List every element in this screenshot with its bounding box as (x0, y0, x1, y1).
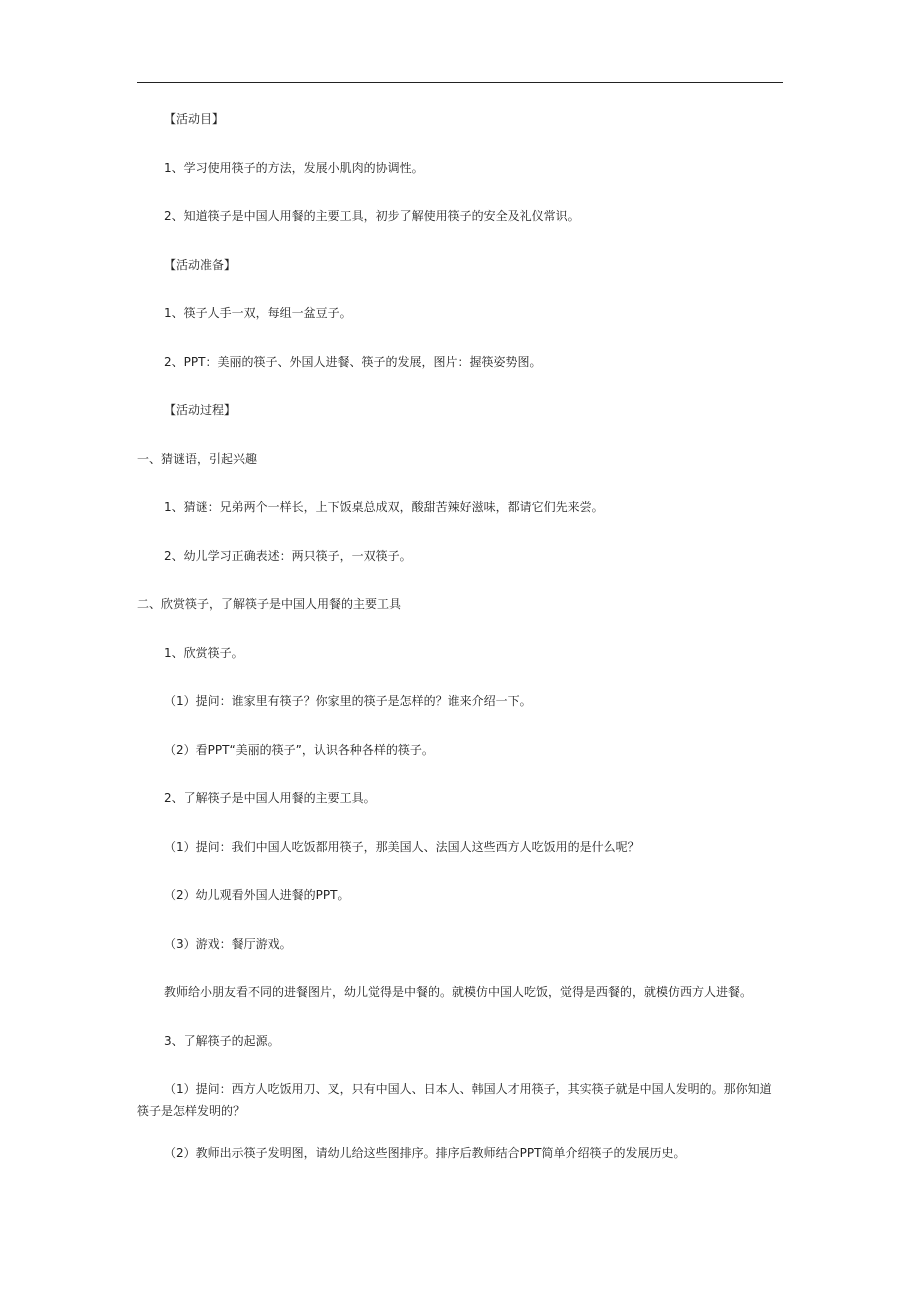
paragraph: （3）游戏：餐厅游戏。 (164, 936, 292, 951)
paragraph: 3、了解筷子的起源。 (164, 1033, 280, 1048)
paragraph: （1）提问：我们中国人吃饭都用筷子，那美国人、法国人这些西方人吃饭用的是什么呢？ (164, 839, 640, 854)
paragraph: 2、幼儿学习正确表述：两只筷子，一双筷子。 (164, 548, 412, 563)
paragraph: （2）幼儿观看外国人进餐的PPT。 (164, 888, 350, 902)
paragraph: 2、了解筷子是中国人用餐的主要工具。 (164, 791, 376, 805)
subsection-heading: 二、欣赏筷子，了解筷子是中国人用餐的主要工具 (137, 597, 402, 611)
section-heading-process: 【活动过程】 (164, 403, 237, 417)
paragraph: （1）提问：谁家里有筷子？你家里的筷子是怎样的？谁来介绍一下。 (164, 694, 532, 708)
paragraph: 2、PPT：美丽的筷子、外国人进餐、筷子的发展，图片：握筷姿势图。 (164, 354, 542, 369)
paragraph: （1）提问：西方人吃饭用刀、叉，只有中国人、日本人、韩国人才用筷子，其实筷子就是中国人发明的。那你知道筷子是怎样发明的？ (137, 1082, 772, 1118)
paragraph: 1、筷子人手一双，每组一盆豆子。 (164, 306, 352, 320)
section-heading-preparation: 【活动准备】 (164, 257, 237, 272)
paragraph: （2）教师出示筷子发明图，请幼儿给这些图排序。排序后教师结合PPT简单介绍筷子的发展历史。 (164, 1146, 686, 1160)
paragraph: 教师给小朋友看不同的进餐图片，幼儿觉得是中餐的。就模仿中国人吃饭，觉得是西餐的，就模仿西方人进餐。 (164, 985, 753, 999)
section-heading-objectives: 【活动目】 (164, 112, 225, 126)
paragraph: 1、欣赏筷子。 (164, 645, 244, 660)
header-rule (137, 82, 783, 83)
paragraph: 1、学习使用筷子的方法，发展小肌肉的协调性。 (164, 160, 424, 175)
paragraph: （2）看PPT“美丽的筷子”，认识各种各样的筷子。 (164, 742, 434, 757)
paragraph: 2、知道筷子是中国人用餐的主要工具，初步了解使用筷子的安全及礼仪常识。 (164, 209, 580, 223)
subsection-heading: 一、猜谜语，引起兴趣 (137, 451, 258, 466)
paragraph: 1、猜谜：兄弟两个一样长，上下饭桌总成双，酸甜苦辣好滋味，都请它们先来尝。 (164, 500, 604, 514)
document-body (137, 108, 783, 1191)
